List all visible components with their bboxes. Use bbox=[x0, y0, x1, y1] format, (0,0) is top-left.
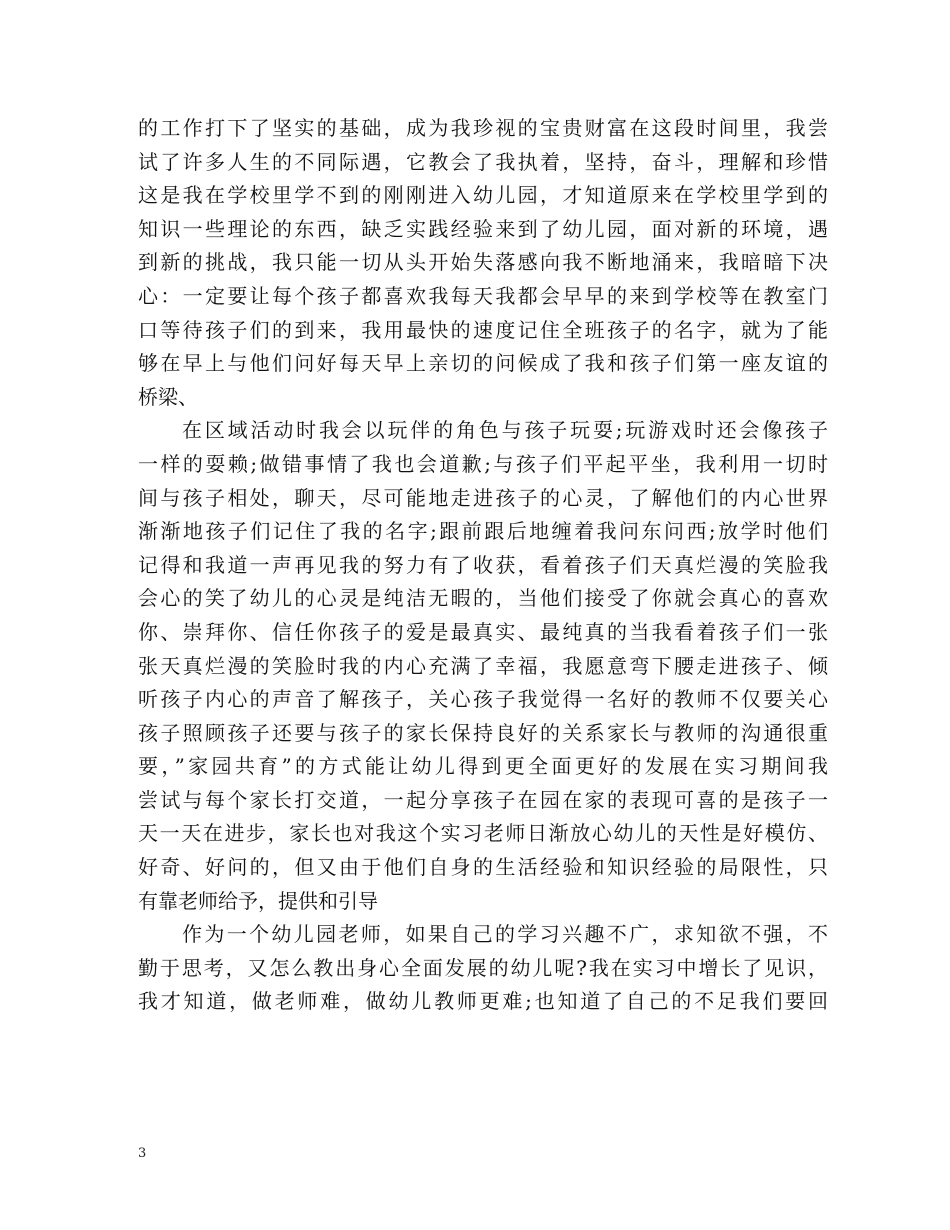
text-line: 够在早上与他们问好每天早上亲切的问候成了我和孩子们第一座友谊的 bbox=[138, 351, 828, 376]
text-line: 作为一个幼儿园老师，如果自己的学习兴趣不广，求知欲不强，不 bbox=[182, 922, 828, 947]
text-line: 勤于思考，又怎么教出身心全面发展的幼儿呢?我在实习中增长了见识， bbox=[138, 955, 828, 980]
text-line: 会心的笑了幼儿的心灵是纯洁无暇的，当他们接受了你就会真心的喜欢 bbox=[138, 586, 828, 611]
text-line: 口等待孩子们的到来，我用最快的速度记住全班孩子的名字，就为了能 bbox=[138, 317, 828, 342]
text-line: 尝试与每个家长打交道，一起分享孩子在园在家的表现可喜的是孩子一 bbox=[138, 787, 828, 812]
text-line: 桥梁、 bbox=[138, 384, 198, 409]
text-line: 有靠老师给予，提供和引导 bbox=[138, 888, 378, 913]
text-line: 间与孩子相处，聊天，尽可能地走进孩子的心灵，了解他们的内心世界 bbox=[138, 485, 828, 510]
page-number: 3 bbox=[138, 1146, 147, 1161]
text-line: 好奇、好问的，但又由于他们自身的生活经验和知识经验的局限性，只 bbox=[138, 855, 828, 880]
text-line: 你、崇拜你、信任你孩子的爱是最真实、最纯真的当我看着孩子们一张 bbox=[138, 619, 828, 644]
text-line: 我才知道，做老师难，做幼儿教师更难;也知道了自己的不足我们要回 bbox=[138, 989, 828, 1014]
text-line: 记得和我道一声再见我的努力有了收获，看着孩子们天真烂漫的笑脸我 bbox=[138, 552, 828, 577]
text-line: 这是我在学校里学不到的刚刚进入幼儿园，才知道原来在学校里学到的 bbox=[138, 183, 828, 208]
text-line: 的工作打下了坚实的基础，成为我珍视的宝贵财富在这段时间里，我尝 bbox=[138, 116, 828, 140]
text-line: 到新的挑战，我只能一切从头开始失落感向我不断地涌来，我暗暗下决 bbox=[138, 250, 828, 275]
text-line: 听孩子内心的声音了解孩子，关心孩子我觉得一名好的教师不仅要关心 bbox=[138, 687, 828, 712]
text-line: 心：一定要让每个孩子都喜欢我每天我都会早早的来到学校等在教室门 bbox=[138, 283, 828, 308]
text-line: 张天真烂漫的笑脸时我的内心充满了幸福，我愿意弯下腰走进孩子、倾 bbox=[138, 653, 828, 678]
text-line: 试了许多人生的不同际遇，它教会了我执着，坚持，奋斗，理解和珍惜 bbox=[138, 149, 828, 174]
text-line: 渐渐地孩子们记住了我的名字;跟前跟后地缠着我问东问西;放学时他们 bbox=[138, 519, 828, 544]
body-text bbox=[138, 112, 828, 1019]
text-line: 一样的耍赖;做错事情了我也会道歉;与孩子们平起平坐，我利用一切时 bbox=[138, 451, 828, 476]
text-line: 知识一些理论的东西，缺乏实践经验来到了幼儿园，面对新的环境，遇 bbox=[138, 216, 828, 241]
text-line: 要，”家园共育”的方式能让幼儿得到更全面更好的发展在实习期间我 bbox=[138, 754, 828, 779]
text-line: 在区域活动时我会以玩伴的角色与孩子玩耍;玩游戏时还会像孩子 bbox=[182, 418, 828, 443]
text-line: 天一天在进步，家长也对我这个实习老师日渐放心幼儿的天性是好模仿、 bbox=[138, 821, 828, 846]
text-line: 孩子照顾孩子还要与孩子的家长保持良好的关系家长与教师的沟通很重 bbox=[138, 720, 828, 745]
